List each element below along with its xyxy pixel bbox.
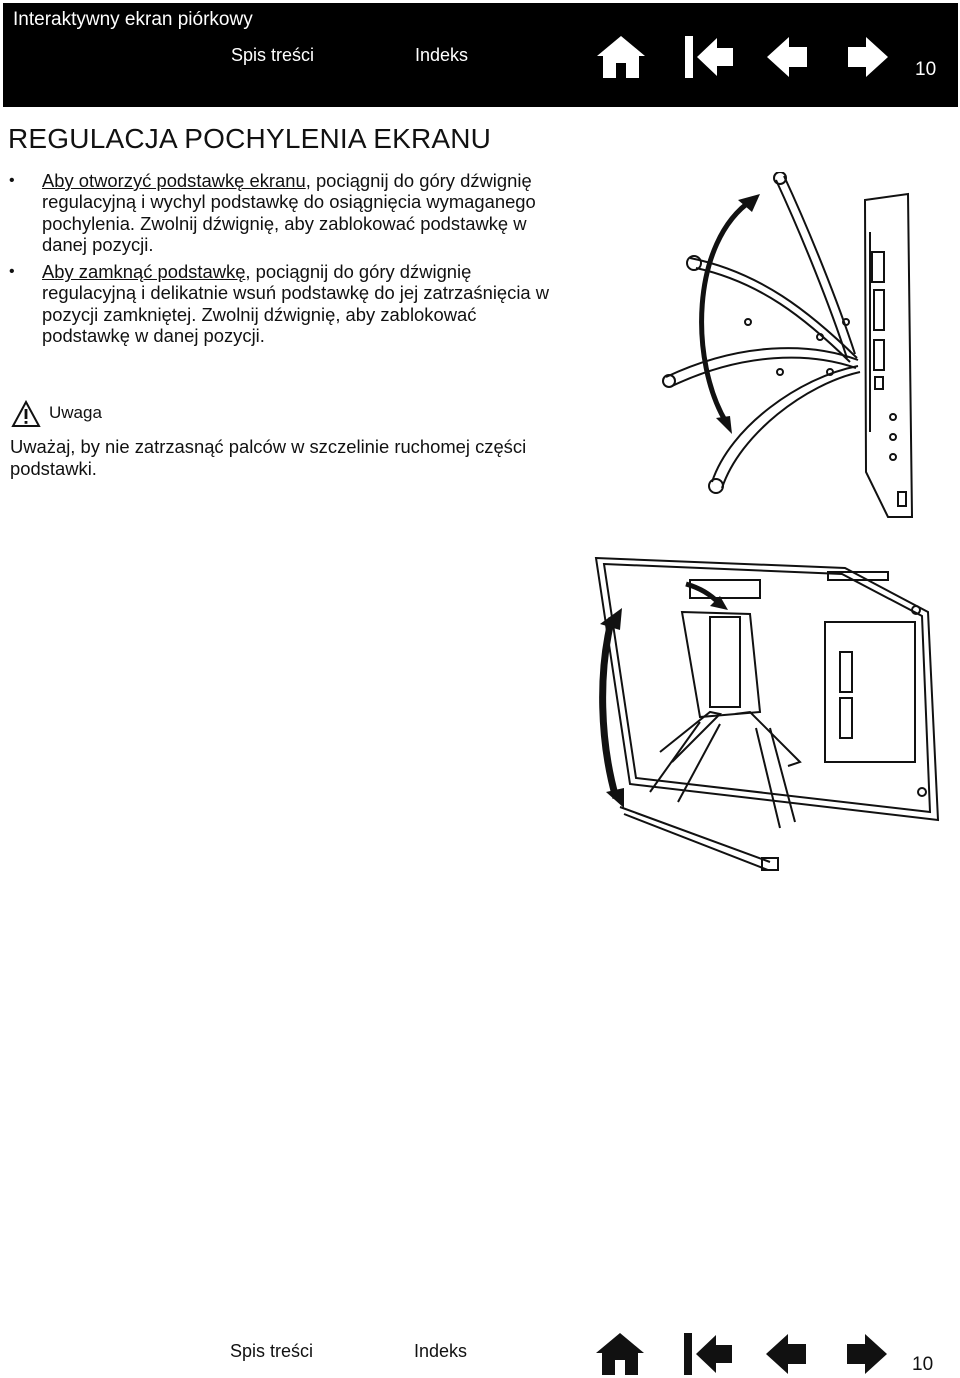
stand-closing-rear-illustration bbox=[590, 552, 940, 884]
list-item bbox=[0, 261, 560, 346]
index-link[interactable]: Indeks bbox=[415, 45, 469, 65]
open-stand-link[interactable]: Aby otworzyć podstawkę ekranu bbox=[42, 170, 306, 191]
document-title: Interaktywny ekran piórkowy bbox=[13, 9, 253, 30]
home-icon[interactable] bbox=[594, 1330, 646, 1378]
header-bar bbox=[3, 3, 958, 107]
list-item bbox=[0, 170, 560, 255]
previous-page-icon[interactable] bbox=[764, 1331, 808, 1377]
warning-icon bbox=[11, 400, 41, 428]
home-icon[interactable] bbox=[595, 33, 647, 81]
previous-page-icon[interactable] bbox=[765, 34, 809, 80]
first-page-icon[interactable] bbox=[682, 1331, 734, 1377]
footer-nav bbox=[0, 1322, 960, 1378]
index-link[interactable]: Indeks bbox=[414, 1341, 468, 1361]
next-page-icon[interactable] bbox=[845, 1331, 889, 1377]
page-number: 10 bbox=[915, 59, 937, 80]
note-text: Uważaj, by nie zatrzasnąć palców w szczelinie ruchomej części podstawki. bbox=[10, 436, 527, 479]
close-stand-link[interactable]: Aby zamknąć podstawkę bbox=[42, 261, 246, 283]
first-page-icon[interactable] bbox=[683, 34, 735, 80]
stand-tilt-side-illustration bbox=[660, 172, 920, 522]
toc-link[interactable]: Spis treści bbox=[230, 1341, 314, 1361]
bullet-text: , pociągnij do góry dźwignię regulacyjną i wychyl podstawkę do osiągnięcia wymaganego pochylenia. Zwolnij dźwignię, aby zablokować podstawkę w danej pozycji. bbox=[42, 170, 536, 255]
page-number: 10 bbox=[912, 1354, 934, 1375]
note-header bbox=[11, 400, 102, 433]
toc-link[interactable]: Spis treści bbox=[231, 45, 315, 65]
next-page-icon[interactable] bbox=[846, 34, 890, 80]
instruction-list bbox=[0, 170, 560, 352]
bullet-icon: • bbox=[9, 172, 15, 189]
bullet-icon: • bbox=[9, 263, 15, 281]
section-title: REGULACJA POCHYLENIA EKRANU bbox=[8, 123, 492, 154]
note-label: Uwaga bbox=[49, 403, 102, 422]
bullet-text: , pociągnij do góry dźwignię regulacyjną i delikatnie wsuń podstawkę do jej zatrzaśnięcia w pozycji zamkniętej. Zwolnij dźwignię, aby zablokować podstawkę w danej pozycji. bbox=[42, 261, 550, 347]
